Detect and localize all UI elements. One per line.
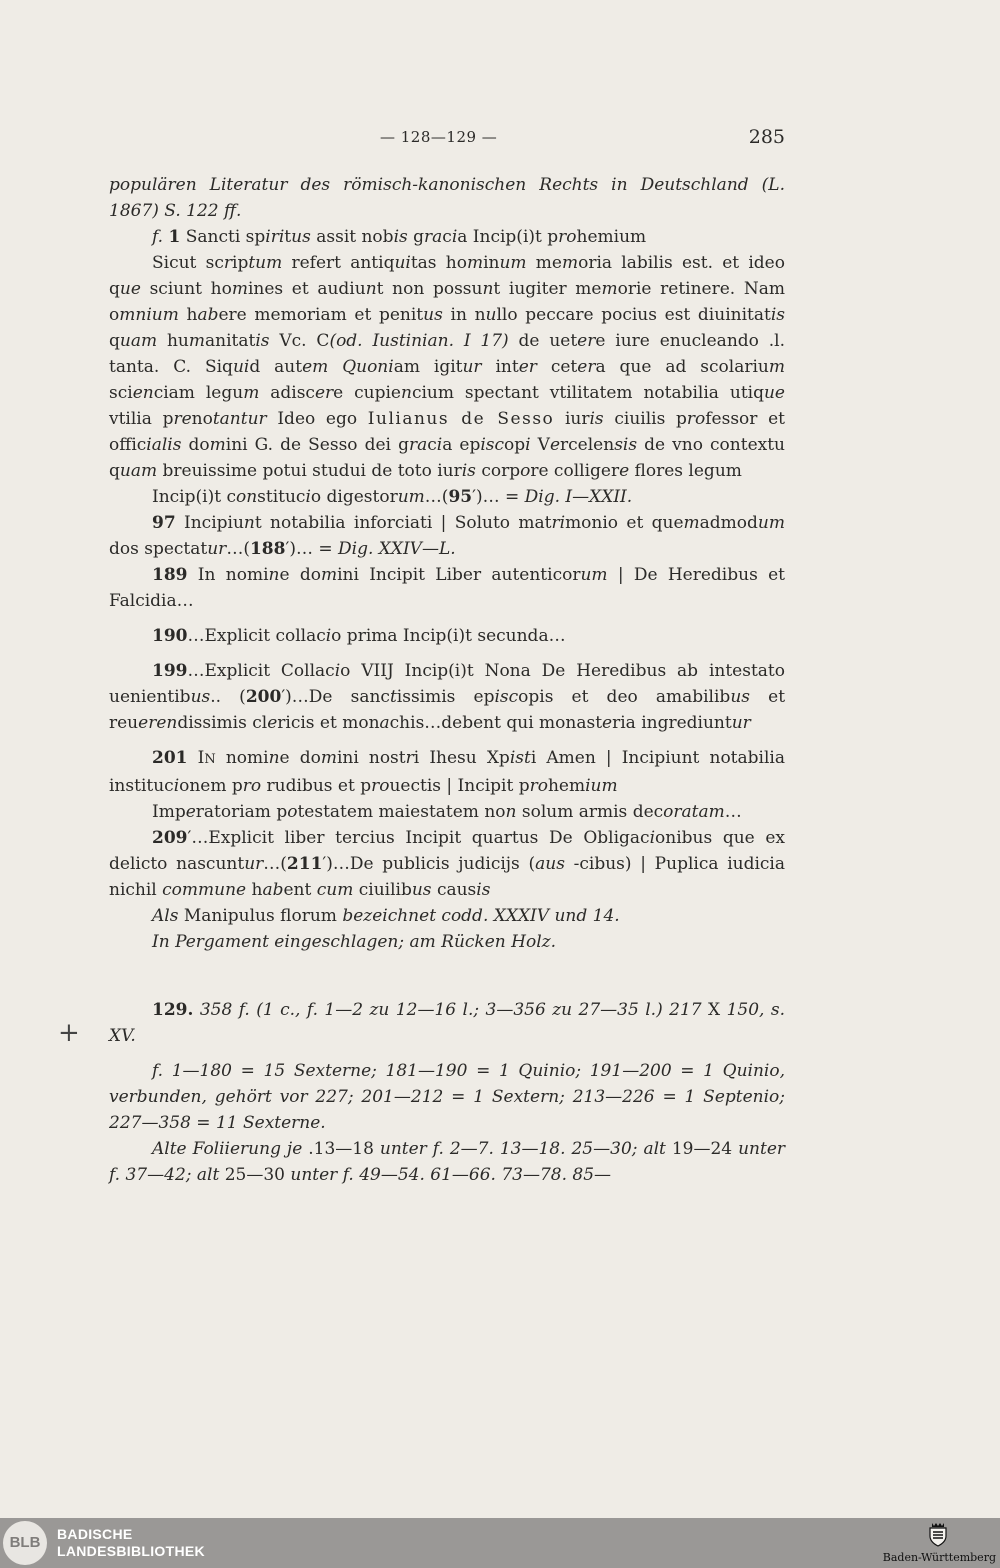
paragraph-p2: f. 1 Sancti spiritus assit nobis gracia Incip(i)t prohemium bbox=[152, 227, 647, 247]
paragraph-p5: 97 Incipiunt notabilia inforciati | Soluto matrimonio et quemadmodum dos spectatur…(188′)… = Dig. XXIV—L. bbox=[109, 513, 785, 559]
header-entry-range: — 128—129 — bbox=[380, 128, 498, 146]
paragraph-p13: In Pergament eingeschlagen; am Rücken Holz. bbox=[152, 932, 556, 952]
paragraph-p16: Alte Foliierung je .13—18 unter f. 2—7. 13—18. 25—30; alt 19—24 unter f. 37—42; alt 25—30 unter f. 49—54. 61—66. 73—78. 85— bbox=[109, 1139, 786, 1185]
library-name[interactable] bbox=[57, 1526, 205, 1560]
state-name: Baden-Württemberg bbox=[882, 1551, 996, 1564]
footer-bar bbox=[0, 1518, 1000, 1568]
state-coat-of-arms-icon bbox=[927, 1521, 949, 1547]
paragraph-p12: Als Manipulus florum bezeichnet codd. XXXIV und 14. bbox=[152, 906, 620, 926]
margin-plus-mark: + bbox=[58, 1018, 80, 1048]
paragraph-p10: Imperatoriam potestatem maiestatem non solum armis decoratam… bbox=[152, 802, 742, 822]
paragraph-p9: 201 IN nomine domini nostri Ihesu Xpisti Amen | Incipiunt notabilia institucionem pro rudibus et prouectis | Incipit prohemium bbox=[109, 748, 785, 796]
paragraph-p7: 190…Explicit collacio prima Incip(i)t secunda… bbox=[152, 626, 566, 646]
blb-logo-icon[interactable]: BLB bbox=[3, 1521, 47, 1565]
paragraph-p6: 189 In nomine domini Incipit Liber autenticorum | De Heredibus et Falcidia… bbox=[109, 565, 785, 611]
paragraph-p3: Sicut scriptum refert antiquitas hominum memoria labilis est. et ideo que sciunt homines et audiunt non possunt iugiter memorie retinere. Nam omnium habere memoriam et penitus in nullo peccare pocius est diuinitatis quam humanitatis Vc. C(od. Iustinian. I 17) de uetere iure enucleando .l. tanta. C. Siquid autem Quoniam igitur inter cetera que ad scolarium scienciam legum adiscere cupiencium spectant vtilitatem notabilia utique vtilia prenotantur Ideo ego Iulianus de Sesso iuris ciuilis professor et officialis domini G. de Sesso dei gracia episcopi Vercelensis de vno contextu quam breuissime potui studui de toto iuris corpore colligere flores legum bbox=[109, 253, 785, 481]
paragraph-p11: 209′…Explicit liber tercius Incipit quartus De Obligacionibus que ex delicto nascuntur…(211′)…De publicis judicijs (aus -cibus) | Puplica iudicia nichil commune habent cum ciuilibus causis bbox=[109, 828, 785, 900]
library-name-line1: BADISCHE bbox=[57, 1526, 133, 1542]
library-name-line2: LANDESBIBLIOTHEK bbox=[57, 1543, 205, 1559]
page-number: 285 bbox=[748, 126, 785, 148]
paragraph-p8: 199…Explicit Collacio VIIJ Incip(i)t Nona De Heredibus ab intestato uenientibus.. (200′)…De sanctissimis episcopis et deo amabilibus et reuerendissimis clericis et monachis…debent qui monasteria ingrediuntur bbox=[109, 661, 786, 733]
paragraph-p14: 129. 358 f. (1 c., f. 1—2 zu 12—16 l.; 3—356 zu 27—35 l.) 217 X 150, s. XV. bbox=[109, 1000, 785, 1046]
paragraph-p1: populären Literatur des römisch-kanonischen Rechts in Deutschland (L. 1867) S. 122 ff. bbox=[109, 175, 785, 221]
body-text bbox=[109, 172, 785, 1188]
paragraph-p4: Incip(i)t constitucio digestorum…(95′)… = Dig. I—XXII. bbox=[152, 487, 633, 507]
running-header bbox=[380, 128, 785, 158]
paragraph-p15: f. 1—180 = 15 Sexterne; 181—190 = 1 Quinio; 191—200 = 1 Quinio, verbunden, gehört vor 227; 201—212 = 1 Sextern; 213—226 = 1 Septenio; 227—358 = 11 Sexterne. bbox=[109, 1061, 785, 1133]
